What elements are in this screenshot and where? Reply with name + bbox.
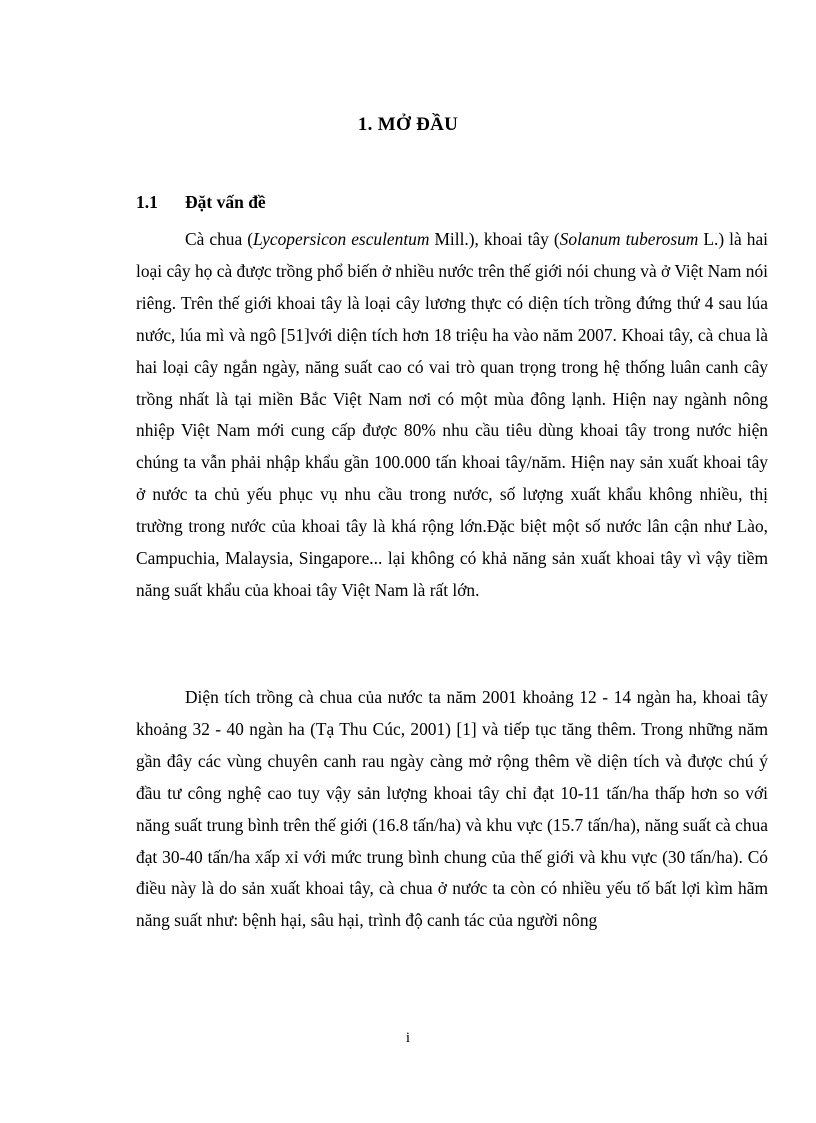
section-title: Đặt vấn đề	[185, 192, 266, 212]
paragraph-introduction	[136, 224, 768, 607]
paragraph-text: Mill.), khoai tây (	[429, 229, 560, 249]
chapter-title: 1. MỞ ĐẦU	[357, 114, 459, 135]
section-number: 1.1	[136, 192, 158, 212]
paragraph-cultivation-area: Diện tích trồng cà chua của nước ta năm 2001 khoảng 12 - 14 ngàn ha, khoai tây khoảng 32 - 40 ngàn ha (Tạ Thu Cúc, 2001) [1] và tiếp tục tăng thêm. Trong những năm gần đây các vùng chuyên canh rau ngày càng mở rộng thêm về diện tích và được chú ý đầu tư công nghệ cao tuy vậy sản lượng khoai tây chỉ đạt 10-11 tấn/ha thấp hơn so với năng suất trung bình trên thế giới (16.8 tấn/ha) và khu vực (15.7 tấn/ha), năng suất cà chua đạt 30-40 tấn/ha xấp xỉ với mức trung bình chung của thế giới và khu vực (30 tấn/ha). Có điều này là do sản xuất khoai tây, cà chua ở nước ta còn có nhiều yếu tố bất lợi kìm hãm năng suất như: bệnh hại, sâu hại, trình độ canh tác của người nông	[136, 687, 768, 931]
scientific-name-tomato: Lycopersicon esculentum	[253, 229, 430, 249]
paragraph-text: L.) là hai loại cây họ cà được trồng phổ biến ở nhiều nước trên thế giới nói chung và ở Việt Nam nói riêng. Trên thế giới khoai tây là loại cây lương thực có diện tích trồng đứng thứ 4 sau lúa nước, lúa mì và ngô [51]với diện tích hơn 18 triệu ha vào năm 2007. Khoai tây, cà chua là hai loại cây ngắn ngày, năng suất cao có vai trò quan trọng trong hệ thống luân canh cây trồng nhất là tại miền Bắc Việt Nam nơi có một mùa đông lạnh. Hiện nay ngành nông nhiệp Việt Nam mới cung cấp được 80% nhu cầu tiêu dùng khoai tây trong nước hiện chúng ta vẫn phải nhập khẩu gần 100.000 tấn khoai tây/năm. Hiện nay sản xuất khoai tây ở nước ta chủ yếu phục vụ nhu cầu trong nước, số lượng xuất khẩu không nhiều, thị trường trong nước của khoai tây là khá rộng lớn.Đặc biệt một số nước lân cận như Lào, Campuchia, Malaysia, Singapore... lại không có khả năng sản xuất khoai tây vì vậy tiềm năng suất khẩu của khoai tây Việt Nam là rất lớn.	[136, 229, 768, 600]
scientific-name-potato: Solanum tuberosum	[559, 229, 699, 249]
paragraph-text: Cà chua (	[185, 229, 253, 249]
section-heading	[136, 192, 266, 213]
page-number: i	[405, 1030, 411, 1046]
